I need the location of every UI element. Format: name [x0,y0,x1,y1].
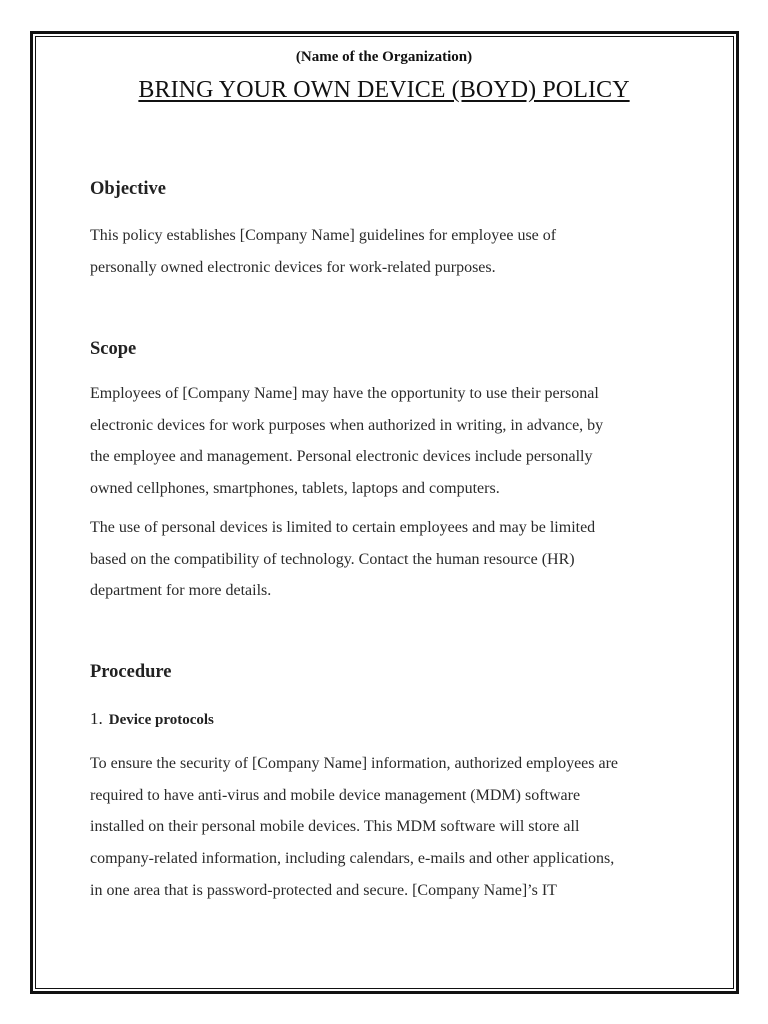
scope-line: based on the compatibility of technology. Contact the human resource (HR) [90,550,575,568]
procedure-line: company-related information, including calendars, e-mails and other applications, [90,850,615,868]
scope-line: The use of personal devices is limited to certain employees and may be limited [90,519,596,536]
procedure-heading: Procedure [90,662,172,682]
procedure-item-label: Device protocols [108,712,214,728]
procedure-paragraph [90,748,690,907]
procedure-line: installed on their personal mobile devices. This MDM software will store all [90,818,580,836]
scope-line: electronic devices for work purposes when authorized in writing, in advance, by [90,416,604,434]
procedure-item-number: 1. [90,709,103,728]
document-title: BRING YOUR OWN DEVICE (BOYD) POLICY [138,77,630,103]
scope-line: the employee and management. Personal electronic devices include personally [90,448,593,466]
objective-line: This policy establishes [Company Name] guidelines for employee use of [90,227,557,244]
scope-heading: Scope [90,339,137,359]
objective-heading: Objective [90,179,167,199]
scope-paragraph-1 [90,378,690,505]
procedure-line: To ensure the security of [Company Name] information, authorized employees are [90,755,619,772]
scope-line: department for more details. [90,582,272,600]
scope-line: owned cellphones, smartphones, tablets, laptops and computers. [90,480,500,498]
procedure-line: required to have anti-virus and mobile device management (MDM) software [90,786,581,804]
objective-paragraph [90,220,690,283]
scope-paragraph-2 [90,512,690,607]
objective-line: personally owned electronic devices for work-related purposes. [90,258,496,276]
scope-line: Employees of [Company Name] may have the opportunity to use their personal [90,385,599,402]
organization-name: (Name of the Organization) [295,49,473,65]
procedure-item-heading [90,709,214,729]
procedure-line: in one area that is password-protected and secure. [Company Name]’s IT [90,881,557,899]
